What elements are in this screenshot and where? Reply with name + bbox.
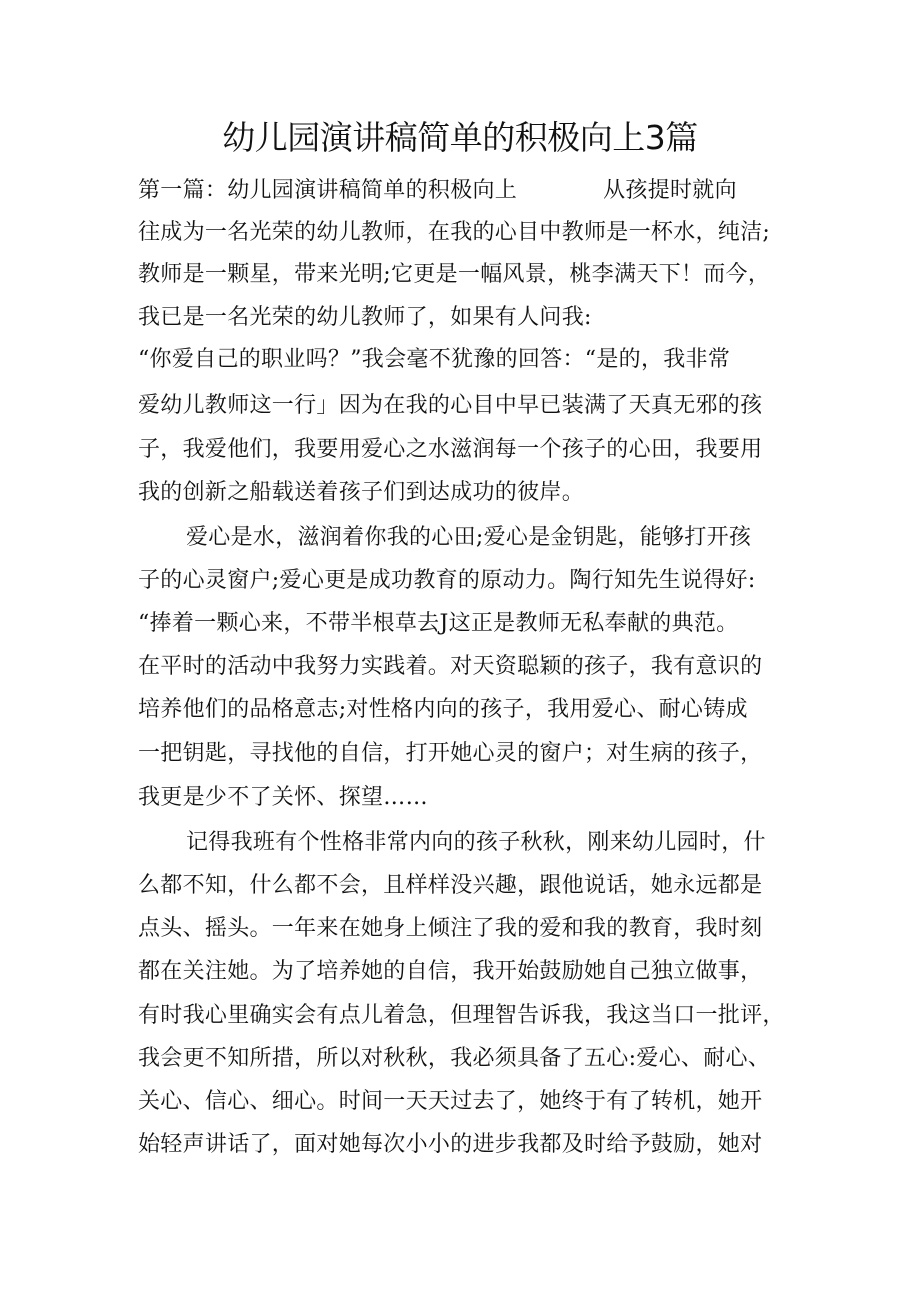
text-line: 有时我心里确实会有点儿着急，但理智告诉我，我这当口一批评， xyxy=(138,1003,785,1028)
document-title: 幼儿园演讲稿简单的积极向上3篇 xyxy=(222,118,698,157)
text-line: 都在关注她。为了培养她的自信，我开始鼓励她自己独立做事， xyxy=(138,959,763,984)
text-line: “捧着一颗心来，不带半根草去J这正是教师无私奉献的典范。 xyxy=(138,611,739,636)
text-line: 我的创新之船载送着孩子们到达成功的彼岸。 xyxy=(138,480,585,505)
text-line: 一把钥匙，寻找他的自信，打开她心灵的窗户；对生病的孩子， xyxy=(138,741,763,766)
text-line: 在平时的活动中我努力实践着。对天资聪颖的孩子，我有意识的 xyxy=(138,654,763,679)
text-line: 爱幼儿教师这一行」因为在我的心目中早已装满了天真无邪的孩 xyxy=(138,393,763,418)
text-line: 教师是一颗星，带来光明;它更是一幅风景，桃李满天下！而今， xyxy=(138,262,771,287)
text-line: 么都不知，什么都不会，且样样没兴趣，跟他说话，她永远都是 xyxy=(138,873,763,898)
text-line: 子，我爱他们，我要用爱心之水滋润每一个孩子的心田，我要用 xyxy=(138,437,763,462)
text-line: 点头、摇头。一年来在她身上倾注了我的爱和我的教育，我时刻 xyxy=(138,916,763,941)
section-heading-line xyxy=(138,176,737,206)
section-heading: 第一篇：幼儿园演讲稿简单的积极向上 xyxy=(138,178,518,203)
text-line: 培养他们的品格意志;对性格内向的孩子，我用爱心、耐心铸成 xyxy=(138,697,748,722)
paragraph-lead: 从孩提时就向 xyxy=(603,178,737,203)
text-line: 我已是一名光荣的幼儿教师了，如果有人问我: xyxy=(138,305,592,330)
text-line: 始轻声讲话了，面对她每次小小的进步我都及时给予鼓励，她对 xyxy=(138,1132,763,1157)
text-line: 关心、信心、细心。时间一天天过去了，她终于有了转机，她开 xyxy=(138,1089,763,1114)
text-line: “你爱自己的职业吗？”我会毫不犹豫的回答：“是的，我非常 xyxy=(138,347,731,372)
text-line: 我更是少不了关怀、探望…… xyxy=(138,785,428,810)
paragraph-first-line: 记得我班有个性格非常内向的孩子秋秋，刚来幼儿园时，什 xyxy=(186,830,766,855)
text-line: 我会更不知所措，所以对秋秋，我必须具备了五心:爱心、耐心、 xyxy=(138,1046,771,1071)
text-line: 往成为一名光荣的幼儿教师，在我的心目中教师是一杯水，纯洁; xyxy=(138,220,771,245)
text-line: 子的心灵窗户;爱心更是成功教育的原动力。陶行知先生说得好: xyxy=(138,568,756,593)
paragraph-first-line: 爱心是水，滋润着你我的心田;爱心是金钥匙，能够打开孩 xyxy=(186,525,752,550)
